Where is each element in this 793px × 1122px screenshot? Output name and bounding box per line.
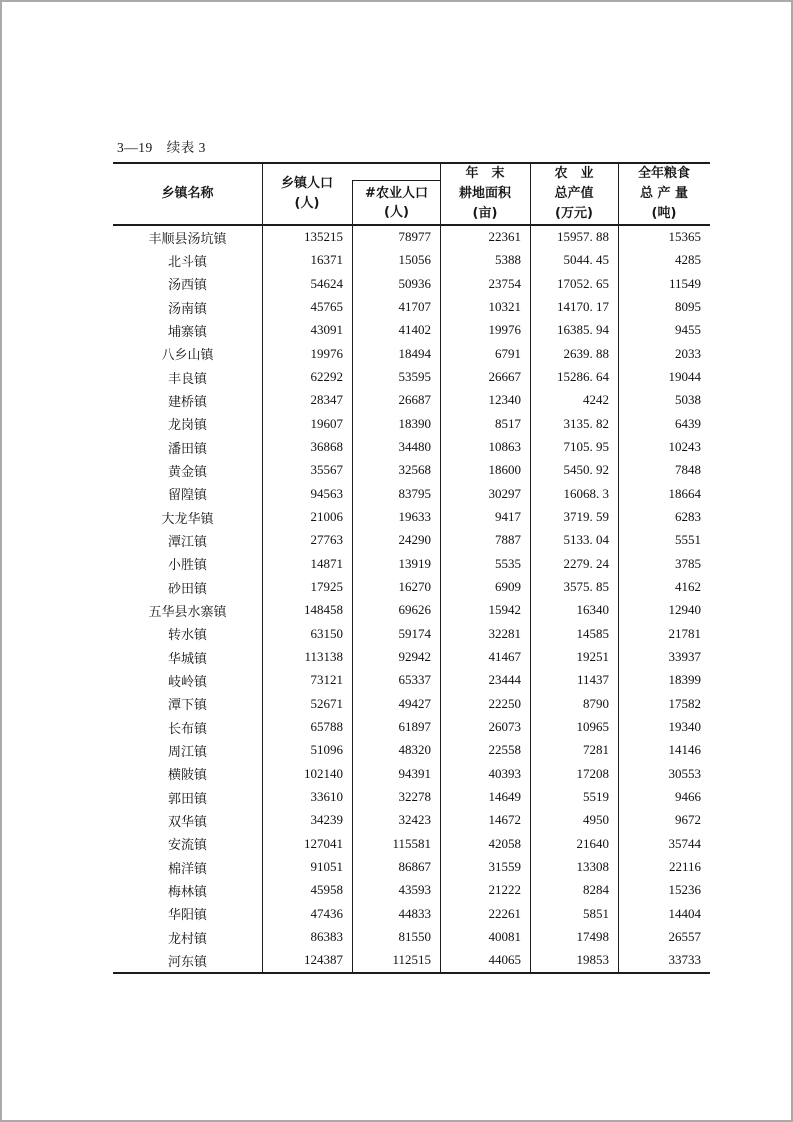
cell-land: 5388: [495, 252, 521, 268]
cell-output: 3719. 59: [563, 509, 609, 525]
cell-name: 五华县水寨镇: [148, 603, 227, 619]
cell-grain: 3785: [675, 555, 701, 571]
cell-land: 30297: [488, 485, 521, 501]
cell-grain: 11549: [668, 275, 701, 291]
cell-land: 26073: [488, 719, 521, 735]
cell-land: 26667: [488, 369, 521, 385]
header-col-township-population: [262, 164, 352, 224]
cell-name: 棉洋镇: [167, 860, 207, 876]
cell-grain: 4285: [675, 252, 701, 268]
cell-grain: 10243: [668, 439, 701, 455]
cell-agri: 13919: [398, 555, 431, 571]
cell-grain: 7848: [675, 462, 701, 478]
cell-name: 黄金镇: [167, 463, 207, 479]
table-row: [113, 482, 710, 505]
cell-name: 埔寨镇: [167, 323, 207, 339]
cell-output: 17498: [576, 929, 609, 944]
cell-agri: 41402: [398, 322, 431, 338]
cell-agri: 43593: [398, 882, 431, 898]
cell-grain: 14146: [668, 742, 701, 758]
cell-name: 郭田镇: [167, 790, 207, 806]
cell-agri: 32568: [398, 462, 431, 478]
cell-land: 19976: [488, 322, 521, 338]
table-body: [113, 226, 710, 973]
cell-name: 潭下镇: [167, 697, 207, 713]
cell-land: 6909: [495, 579, 521, 595]
cell-output: 5851: [583, 905, 609, 921]
cell-grain: 22116: [668, 859, 701, 875]
cell-name: 双华镇: [167, 813, 207, 829]
cell-agri: 18494: [398, 345, 431, 361]
cell-pop: 17925: [310, 579, 343, 595]
cell-land: 14649: [488, 789, 521, 805]
cell-land: 10863: [488, 439, 521, 455]
table-row: [113, 902, 710, 925]
cell-land: 22558: [488, 742, 521, 758]
cell-grain: 33937: [668, 649, 701, 665]
cell-land: 44065: [488, 952, 521, 968]
cell-agri: 32278: [398, 789, 431, 805]
table-row: [113, 832, 710, 855]
cell-pop: 113138: [304, 649, 343, 665]
cell-pop: 27763: [310, 532, 343, 548]
header-line: (人): [294, 196, 320, 211]
cell-land: 5535: [495, 555, 521, 571]
cell-agri: 16270: [398, 579, 431, 595]
cell-output: 7105. 95: [563, 439, 609, 455]
header-line: 乡镇人口: [280, 176, 333, 191]
cell-agri: 83795: [398, 485, 431, 501]
table-row: [113, 855, 710, 878]
cell-pop: 62292: [310, 369, 343, 385]
cell-output: 7281: [583, 742, 609, 758]
cell-output: 14170. 17: [557, 299, 609, 315]
cell-agri: 24290: [398, 532, 431, 548]
cell-agri: 53595: [398, 369, 431, 385]
cell-land: 40081: [488, 929, 521, 944]
cell-agri: 19633: [398, 509, 431, 525]
cell-land: 32281: [488, 625, 521, 641]
cell-land: 41467: [488, 649, 521, 665]
header-col-cultivated-area: [440, 164, 530, 224]
table-row: [113, 342, 710, 365]
cell-pop: 51096: [310, 742, 343, 758]
cell-grain: 17582: [668, 695, 701, 711]
cell-agri: 26687: [398, 392, 431, 408]
cell-name: 潭江镇: [167, 533, 207, 549]
cell-pop: 45765: [310, 299, 343, 315]
cell-land: 7887: [495, 532, 521, 548]
table-row: [113, 739, 710, 762]
table-row: [113, 295, 710, 318]
cell-land: 23754: [488, 275, 521, 291]
cell-pop: 73121: [310, 672, 343, 688]
table-row: [113, 389, 710, 412]
cell-pop: 34239: [310, 812, 343, 828]
cell-pop: 35567: [310, 462, 343, 478]
cell-land: 22250: [488, 695, 521, 711]
cell-pop: 43091: [310, 322, 343, 338]
cell-agri: 92942: [398, 649, 431, 665]
cell-pop: 36868: [310, 439, 343, 455]
cell-name: 龙岗镇: [167, 417, 207, 433]
cell-agri: 81550: [398, 929, 431, 944]
table-row: [113, 762, 710, 785]
cell-grain: 8095: [675, 299, 701, 315]
cell-land: 10321: [488, 299, 521, 315]
cell-pop: 148458: [304, 602, 343, 618]
cell-pop: 127041: [304, 835, 343, 851]
cell-grain: 18399: [668, 672, 701, 688]
cell-agri: 44833: [398, 905, 431, 921]
cell-grain: 5038: [675, 392, 701, 408]
cell-land: 14672: [488, 812, 521, 828]
table-row: [113, 529, 710, 552]
cell-agri: 15056: [398, 252, 431, 268]
cell-pop: 47436: [310, 905, 343, 921]
cell-land: 12340: [488, 392, 521, 408]
cell-grain: 4162: [675, 579, 701, 595]
table-bottom-rule: [113, 972, 710, 974]
cell-output: 5450. 92: [563, 462, 609, 478]
cell-pop: 86383: [310, 929, 343, 944]
cell-output: 10965: [576, 719, 609, 735]
table-row: [113, 319, 710, 342]
table-row: [113, 645, 710, 668]
cell-pop: 14871: [310, 555, 343, 571]
header-line: 年 末: [465, 166, 505, 181]
cell-output: 19853: [576, 952, 609, 968]
cell-agri: 49427: [398, 695, 431, 711]
cell-name: 安流镇: [167, 837, 207, 853]
cell-name: 长布镇: [167, 720, 207, 736]
table-row: [113, 809, 710, 832]
cell-grain: 18664: [668, 485, 701, 501]
cell-name: 梅林镇: [167, 883, 207, 899]
table-row: [113, 226, 710, 249]
cell-name: 周江镇: [167, 743, 207, 759]
cell-land: 9417: [495, 509, 521, 525]
cell-grain: 19340: [668, 719, 701, 735]
cell-land: 18600: [488, 462, 521, 478]
cell-grain: 19044: [668, 369, 701, 385]
cell-output: 17052. 65: [557, 275, 609, 291]
table-row: [113, 692, 710, 715]
table-row: [113, 272, 710, 295]
cell-output: 16385. 94: [557, 322, 609, 338]
header-line: 农 业: [554, 166, 594, 181]
cell-pop: 21006: [310, 509, 343, 525]
cell-land: 31559: [488, 859, 521, 875]
cell-agri: 18390: [398, 415, 431, 431]
cell-output: 14585: [576, 625, 609, 641]
cell-name: 汤西镇: [167, 277, 207, 293]
cell-name: 八乡山镇: [161, 347, 214, 363]
cell-grain: 21781: [668, 625, 701, 641]
cell-output: 19251: [576, 649, 609, 665]
cell-agri: 32423: [398, 812, 431, 828]
header-line: (亩): [472, 206, 498, 221]
cell-grain: 12940: [668, 602, 701, 618]
cell-output: 5044. 45: [563, 252, 609, 268]
cell-grain: 15365: [668, 229, 701, 245]
cell-output: 15957. 88: [557, 229, 609, 245]
cell-agri: 78977: [398, 229, 431, 245]
cell-output: 3575. 85: [563, 579, 609, 595]
table-row: [113, 435, 710, 458]
header-line: (万元): [555, 206, 593, 221]
table-row: [113, 552, 710, 575]
cell-name: 潘田镇: [167, 440, 207, 456]
cell-grain: 9455: [675, 322, 701, 338]
cell-name: 丰顺县汤坑镇: [148, 230, 227, 246]
cell-pop: 102140: [304, 765, 343, 781]
cell-land: 22361: [488, 229, 521, 245]
cell-land: 22261: [488, 905, 521, 921]
cell-pop: 52671: [310, 695, 343, 711]
cell-agri: 112515: [392, 952, 431, 968]
cell-name: 留隍镇: [167, 487, 207, 503]
header-col-agricultural-output-value: [530, 164, 618, 224]
cell-name: 横陂镇: [167, 767, 207, 783]
cell-grain: 33733: [668, 952, 701, 968]
cell-output: 13308: [576, 859, 609, 875]
cell-grain: 9466: [675, 789, 701, 805]
cell-pop: 135215: [304, 229, 343, 245]
cell-output: 2279. 24: [563, 555, 609, 571]
header-line: #农业人口: [365, 185, 428, 201]
cell-output: 11437: [576, 672, 609, 688]
cell-pop: 16371: [310, 252, 343, 268]
cell-agri: 86867: [398, 859, 431, 875]
cell-name: 龙村镇: [167, 930, 207, 946]
cell-output: 15286. 64: [557, 369, 609, 385]
cell-output: 5133. 04: [563, 532, 609, 548]
table-row: [113, 925, 710, 948]
cell-grain: 9672: [675, 812, 701, 828]
cell-name: 丰良镇: [167, 370, 207, 386]
cell-name: 河东镇: [167, 953, 207, 969]
cell-agri: 69626: [398, 602, 431, 618]
cell-grain: 14404: [668, 905, 701, 921]
cell-grain: 26557: [668, 929, 701, 944]
cell-pop: 63150: [310, 625, 343, 641]
header-col-township-name: [113, 164, 262, 224]
table-row: [113, 669, 710, 692]
cell-pop: 28347: [310, 392, 343, 408]
cell-agri: 48320: [398, 742, 431, 758]
cell-agri: 65337: [398, 672, 431, 688]
cell-agri: 94391: [398, 765, 431, 781]
header-line: (吨): [651, 206, 677, 221]
table-row: [113, 575, 710, 598]
cell-land: 15942: [488, 602, 521, 618]
table-row: [113, 365, 710, 388]
cell-name: 华城镇: [167, 650, 207, 666]
cell-pop: 65788: [310, 719, 343, 735]
cell-land: 6791: [495, 345, 521, 361]
cell-agri: 61897: [398, 719, 431, 735]
header-line: 耕地面积: [458, 186, 511, 201]
table-row: [113, 505, 710, 528]
header-line: 总 产 量: [639, 186, 689, 201]
cell-name: 汤南镇: [167, 300, 207, 316]
cell-grain: 5551: [675, 532, 701, 548]
cell-agri: 115581: [392, 835, 431, 851]
header-col-grain-output: [618, 164, 710, 224]
cell-grain: 30553: [668, 765, 701, 781]
header-col-agricultural-population: [353, 181, 440, 224]
cell-output: 2639. 88: [563, 345, 609, 361]
cell-pop: 19976: [310, 345, 343, 361]
cell-grain: 15236: [668, 882, 701, 898]
cell-output: 5519: [583, 789, 609, 805]
header-line: 乡镇名称: [161, 186, 214, 201]
cell-land: 8517: [495, 415, 521, 431]
header-line: (人): [384, 204, 409, 220]
cell-pop: 91051: [310, 859, 343, 875]
cell-output: 4950: [583, 812, 609, 828]
header-line: 全年粮食: [637, 166, 690, 181]
cell-pop: 45958: [310, 882, 343, 898]
cell-name: 转水镇: [167, 627, 207, 643]
cell-name: 岐岭镇: [167, 673, 207, 689]
cell-output: 4242: [583, 392, 609, 408]
cell-land: 42058: [488, 835, 521, 851]
table-row: [113, 785, 710, 808]
cell-pop: 124387: [304, 952, 343, 968]
table-row: [113, 622, 710, 645]
cell-agri: 34480: [398, 439, 431, 455]
cell-agri: 59174: [398, 625, 431, 641]
cell-output: 16340: [576, 602, 609, 618]
cell-land: 40393: [488, 765, 521, 781]
cell-name: 小胜镇: [167, 557, 207, 573]
table-row: [113, 412, 710, 435]
statistics-table: [113, 162, 710, 974]
table-caption: 3—19 续表 3: [117, 140, 206, 155]
cell-output: 3135. 82: [563, 415, 609, 431]
cell-output: 16068. 3: [563, 485, 609, 501]
table-row: [113, 599, 710, 622]
cell-grain: 35744: [668, 835, 701, 851]
cell-land: 23444: [488, 672, 521, 688]
cell-grain: 6439: [675, 415, 701, 431]
table-row: [113, 949, 710, 972]
cell-name: 砂田镇: [167, 580, 207, 596]
cell-pop: 94563: [310, 485, 343, 501]
table-row: [113, 715, 710, 738]
cell-pop: 54624: [310, 275, 343, 291]
cell-pop: 19607: [310, 415, 343, 431]
cell-pop: 33610: [310, 789, 343, 805]
cell-name: 大龙华镇: [161, 510, 214, 526]
cell-output: 8284: [583, 882, 609, 898]
cell-land: 21222: [488, 882, 521, 898]
table-row: [113, 459, 710, 482]
cell-name: 建桥镇: [167, 393, 207, 409]
cell-grain: 2033: [675, 345, 701, 361]
table-row: [113, 249, 710, 272]
cell-name: 华阳镇: [167, 907, 207, 923]
cell-name: 北斗镇: [167, 253, 207, 269]
cell-output: 17208: [576, 765, 609, 781]
header-line: 总产值: [554, 186, 594, 201]
cell-grain: 6283: [675, 509, 701, 525]
cell-output: 21640: [576, 835, 609, 851]
cell-agri: 41707: [398, 299, 431, 315]
cell-output: 8790: [583, 695, 609, 711]
table-row: [113, 879, 710, 902]
cell-agri: 50936: [398, 275, 431, 291]
